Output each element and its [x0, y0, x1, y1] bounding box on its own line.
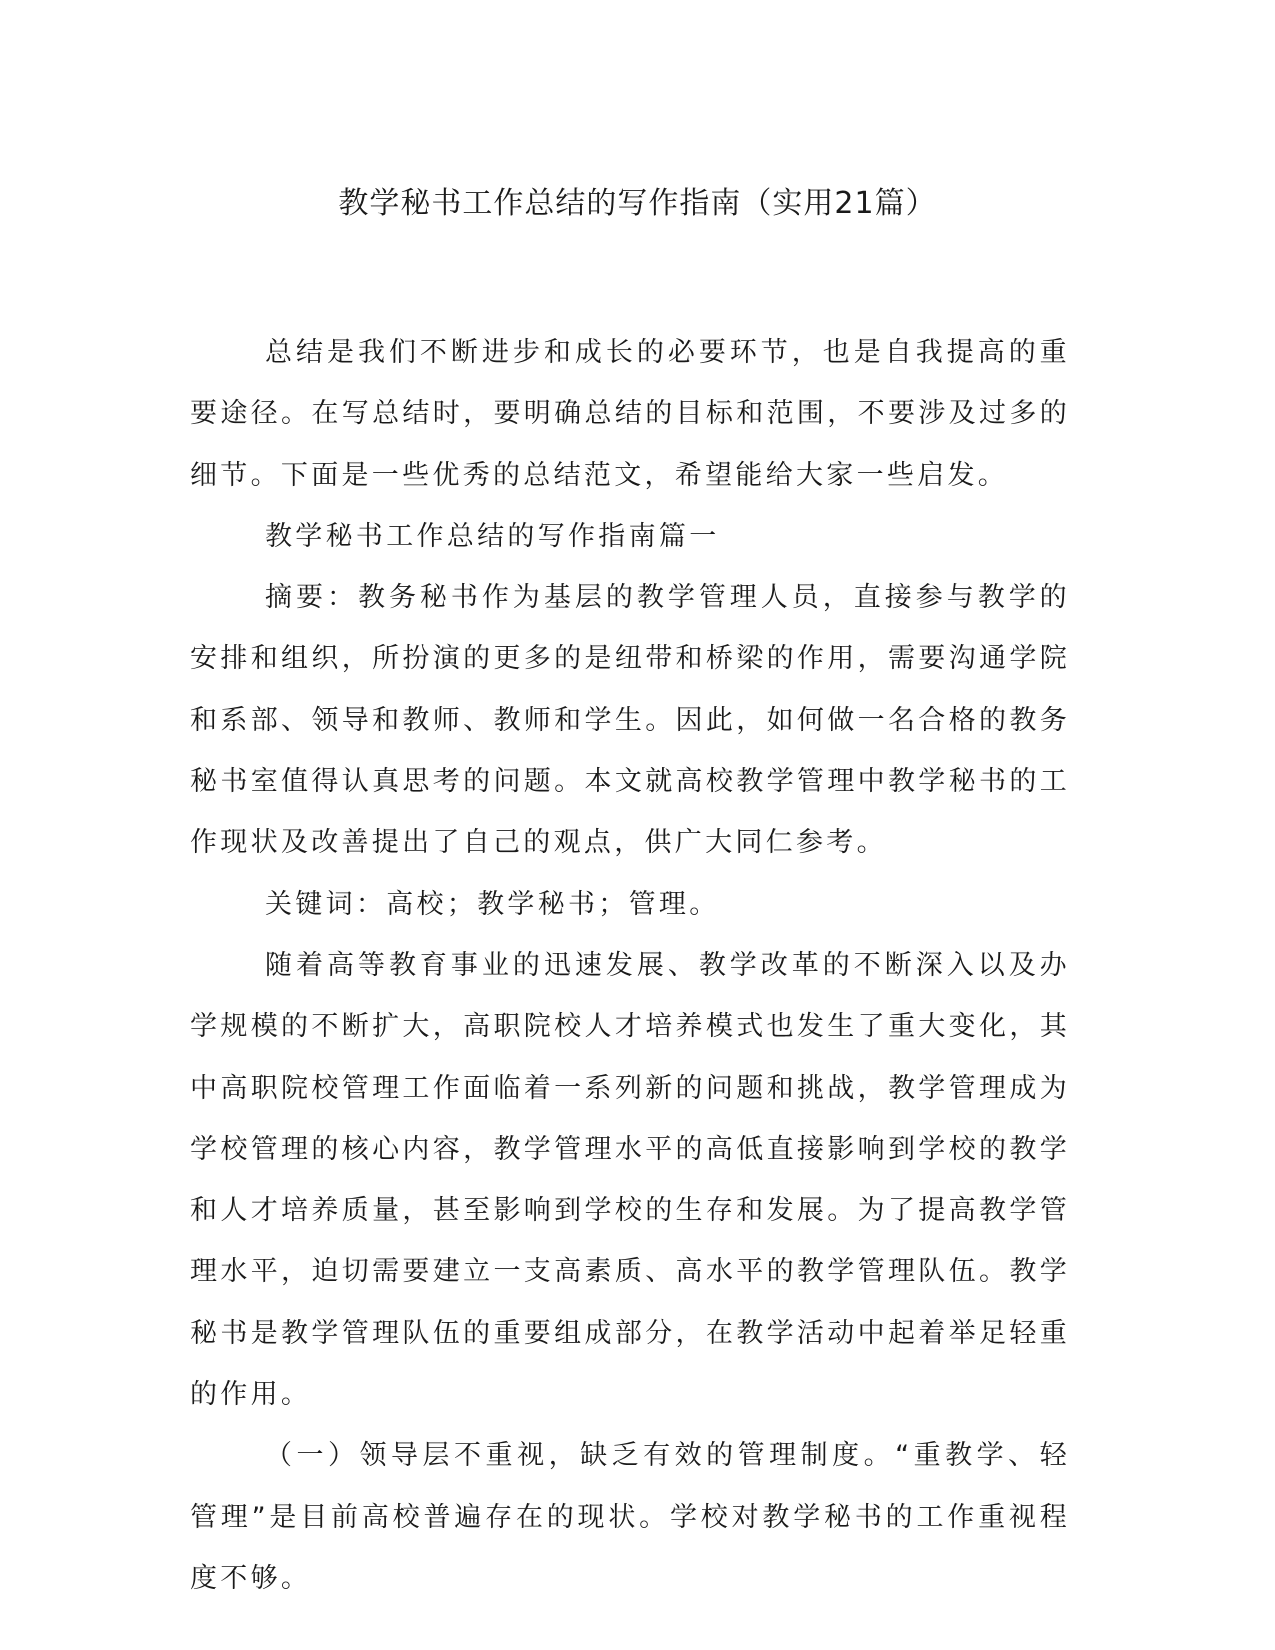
document-title: 教学秘书工作总结的写作指南（实用21篇） — [338, 186, 937, 221]
paragraph-issue-one: （一）领导层不重视，缺乏有效的管理制度。“重教学、轻管理”是目前高校普遍存在的现状。学校对教学秘书的工作重视程度不够。 — [190, 1440, 1070, 1594]
paragraph-keywords: 关键词：高校；教学秘书；管理。 — [265, 888, 720, 920]
paragraph-intro: 总结是我们不断进步和成长的必要环节，也是自我提高的重要途径。在写总结时，要明确总结的目标和范围，不要涉及过多的细节。下面是一些优秀的总结范文，希望能给大家一些启发。 — [190, 337, 1070, 491]
paragraph-background: 随着高等教育事业的迅速发展、教学改革的不断深入以及办学规模的不断扩大，高职院校人才培养模式也发生了重大变化，其中高职院校管理工作面临着一系列新的问题和挑战，教学管理成为学校管理的核心内容，教学管理水平的高低直接影响到学校的教学和人才培养质量，甚至影响到学校的生存和发展。为了提高教学管理水平，迫切需要建立一支高素质、高水平的教学管理队伍。教学秘书是教学管理队伍的重要组成部分，在教学活动中起着举足轻重的作用。 — [190, 949, 1070, 1411]
section-heading-part-one: 教学秘书工作总结的写作指南篇一 — [265, 520, 720, 552]
document-body — [190, 322, 1070, 1609]
paragraph-abstract: 摘要：教务秘书作为基层的教学管理人员，直接参与教学的安排和组织，所扮演的更多的是纽带和桥梁的作用，需要沟通学院和系部、领导和教师、教师和学生。因此，如何做一名合格的教务秘书室值得认真思考的问题。本文就高校教学管理中教学秘书的工作现状及改善提出了自己的观点，供广大同仁参考。 — [190, 582, 1070, 859]
